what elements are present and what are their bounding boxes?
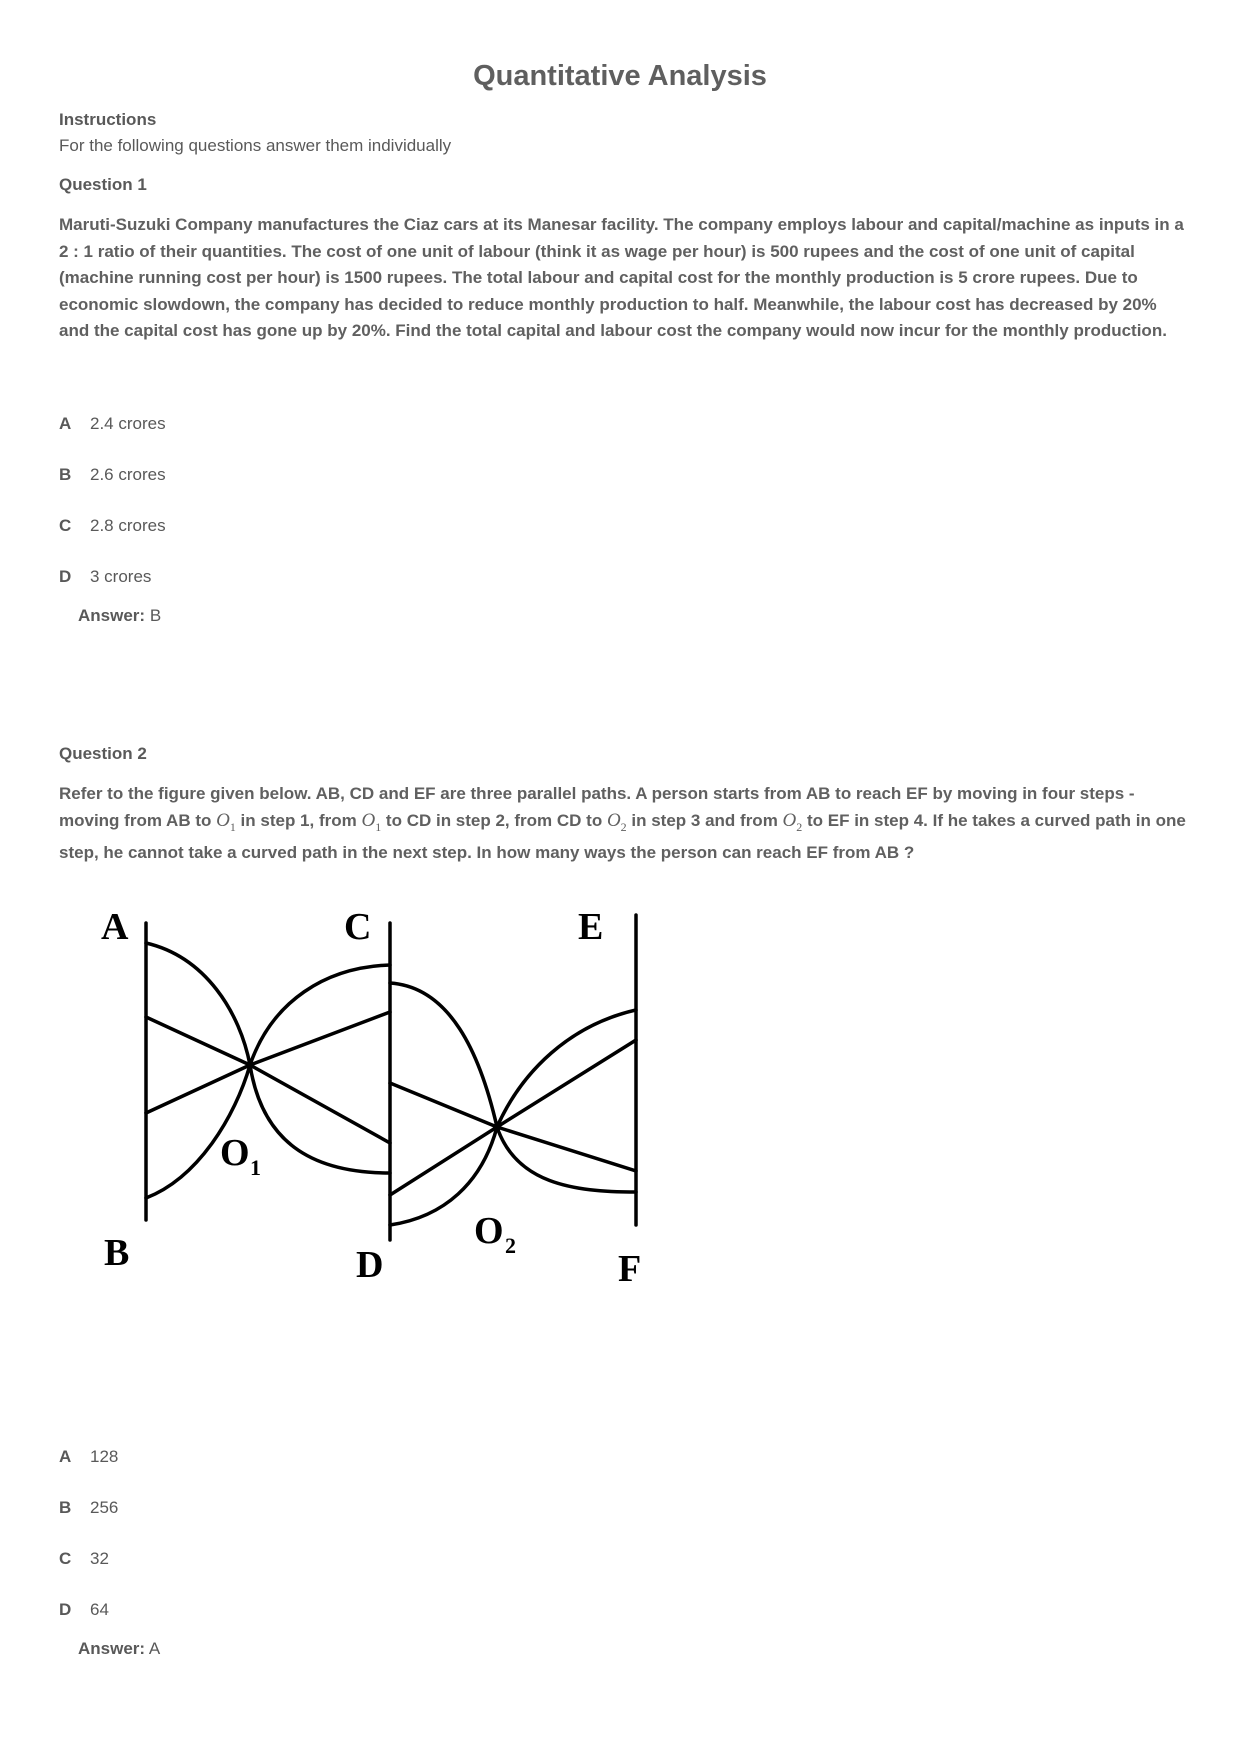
q1-option-c[interactable]	[59, 516, 166, 536]
label-d: D	[356, 1244, 384, 1286]
option-text: 2.6 crores	[90, 465, 166, 484]
node-o1	[246, 1061, 254, 1069]
q2-option-d[interactable]	[59, 1600, 109, 1620]
symbol-letter: O	[606, 809, 621, 831]
instructions-heading: Instructions	[59, 110, 157, 129]
q1-option-b[interactable]	[59, 465, 166, 485]
option-letter: C	[59, 516, 72, 535]
option-text: 2.4 crores	[90, 414, 166, 433]
label-o1: O	[220, 1132, 250, 1174]
straight-cd-o2-1	[390, 1083, 497, 1127]
label-e: E	[578, 906, 604, 948]
label-a: A	[101, 906, 129, 948]
page-title: Quantitative Analysis	[473, 60, 767, 92]
label-b: B	[104, 1232, 130, 1274]
instructions-text: For the following questions answer them individually	[59, 136, 452, 155]
q2-text-part: to EF in step 4. If he takes a curved path in one step, he cannot take a curved path in the next step. In how many ways the person can reach EF from AB ?	[59, 810, 1186, 862]
option-letter: B	[59, 465, 72, 484]
o1-symbol	[361, 809, 382, 834]
question-1-heading: Question 1	[59, 175, 147, 194]
curve-o2-ef-top	[497, 1010, 636, 1127]
q2-option-c[interactable]	[59, 1549, 109, 1569]
q2-text-part: to CD in step 2, from CD to	[381, 810, 607, 830]
label-f: F	[618, 1248, 642, 1290]
curve-o1-cd-bottom	[250, 1065, 390, 1173]
symbol-letter: O	[361, 809, 376, 831]
symbol-subscript: 1	[229, 819, 236, 834]
straight-o2-ef-2	[497, 1127, 636, 1171]
option-letter: C	[59, 1549, 72, 1568]
label-o2: O	[474, 1210, 504, 1252]
straight-o1-cd-1	[250, 1012, 390, 1065]
symbol-subscript: 2	[620, 819, 627, 834]
label-o1-subscript: 1	[250, 1155, 261, 1180]
o2-symbol	[782, 809, 803, 834]
option-text: 64	[90, 1600, 109, 1619]
option-letter: A	[59, 414, 72, 433]
symbol-letter: O	[216, 809, 230, 831]
option-letter: D	[59, 1600, 72, 1619]
option-text: 2.8 crores	[90, 516, 166, 535]
q2-text-part: Refer to the figure given below. AB, CD and EF are three parallel paths. A person starts from AB to reach EF by moving in four steps - moving from AB to	[59, 784, 1135, 830]
q2-option-b[interactable]	[59, 1498, 118, 1518]
q2-text-part: in step 1, from	[235, 810, 362, 830]
straight-cd-o2-2	[390, 1127, 497, 1195]
option-text: 32	[90, 1549, 109, 1568]
option-letter: B	[59, 1498, 72, 1517]
node-o2	[493, 1123, 501, 1131]
curve-o1-cd-top	[250, 965, 390, 1065]
option-text: 256	[90, 1498, 119, 1517]
straight-o1-cd-2	[250, 1065, 390, 1143]
option-text: 3 crores	[90, 567, 152, 586]
symbol-subscript: 1	[375, 819, 382, 834]
question-2-heading: Question 2	[59, 744, 147, 763]
q1-answer	[78, 606, 161, 626]
answer-label: Answer:	[78, 1639, 146, 1658]
o1-symbol	[216, 809, 236, 834]
paths-diagram	[88, 895, 668, 1305]
curve-ab-o1-top	[146, 943, 250, 1065]
label-o2-subscript: 2	[505, 1233, 516, 1258]
question-2-body	[59, 781, 1189, 866]
symbol-subscript: 2	[796, 819, 803, 834]
paths-figure	[88, 895, 668, 1305]
q1-option-d[interactable]	[59, 567, 151, 587]
option-letter: A	[59, 1447, 72, 1466]
option-letter: D	[59, 567, 72, 586]
label-c: C	[344, 906, 372, 948]
answer-value: A	[148, 1639, 161, 1658]
q1-option-a[interactable]	[59, 414, 166, 434]
answer-value: B	[149, 606, 162, 625]
straight-ab-o1-1	[146, 1017, 250, 1065]
curve-o2-ef-bottom	[497, 1127, 636, 1192]
question-1-body: Maruti-Suzuki Company manufactures the Ciaz cars at its Manesar facility. The company employs labour and capital/machine as inputs in a 2 : 1 ratio of their quantities. The cost of one unit of labour (think it as wage per hour) is 500 rupees and the cost of one unit of capital (machine running cost per hour) is 1500 rupees. The total labour and capital cost for the monthly production is 5 crore rupees. Due to economic slowdown, the company has decided to reduce monthly production to half. Meanwhile, the labour cost has decreased by 20% and the capital cost has gone up by 20%. Find the total capital and labour cost the company would now incur for the monthly production.	[59, 215, 1184, 340]
symbol-letter: O	[782, 809, 797, 831]
q2-answer	[78, 1639, 160, 1659]
o2-symbol	[606, 809, 627, 834]
q2-text-part: in step 3 and from	[626, 810, 783, 830]
option-text: 128	[90, 1447, 119, 1466]
answer-label: Answer:	[78, 606, 146, 625]
q2-option-a[interactable]	[59, 1447, 118, 1467]
straight-o2-ef-1	[497, 1040, 636, 1127]
